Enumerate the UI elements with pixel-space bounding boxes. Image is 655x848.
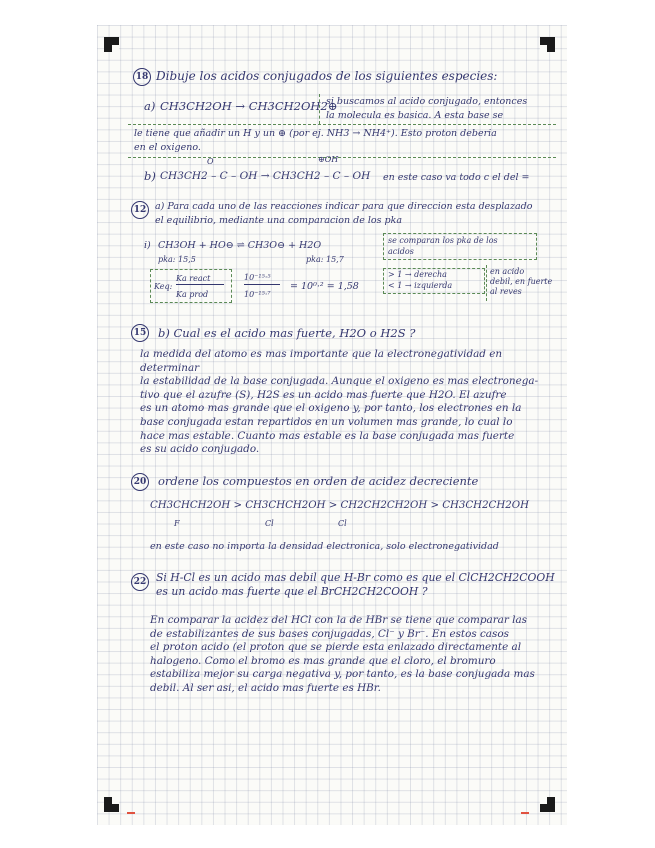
- corner-marker-top-left: [104, 37, 119, 52]
- q18-b-note: en este caso va todo c el del =: [383, 172, 530, 183]
- q18-b-equation: CH3CH2 – C – OH → CH3CH2 – C – OH: [160, 170, 371, 182]
- q18-dashed-line: [128, 157, 556, 158]
- corner-marker-bottom-left: [104, 797, 119, 812]
- q12-box-note: se comparan los pka de los acidos: [388, 236, 498, 256]
- q12-keq-frac-bottom: Ka prod: [176, 290, 209, 299]
- q12-eq-label: i): [144, 240, 151, 251]
- q20-chain: CH3CHCH2OH > CH3CHCH2OH > CH2CH2CH2OH > CH3CH2CH2OH: [150, 500, 529, 511]
- q18-a-continuation: le tiene que añadir un H y un ⊕ (por ej. NH3 → NH4⁺). Esto proton deberia en el oxigeno.: [134, 128, 497, 153]
- q20-substituent-2: Cl: [265, 519, 274, 528]
- q18-b-label: b): [144, 169, 156, 183]
- q15-question: b) Cual es el acido mas fuerte, H2O o H2S ?: [158, 326, 416, 340]
- q18-b-protonated-oh: ⊕OH: [318, 155, 339, 164]
- corner-marker-top-right: [540, 37, 555, 52]
- q12-frac-bar: [176, 284, 224, 285]
- q22-question: Si H-Cl es un acido mas debil que H-Br como es que el ClCH2CH2COOH es un acido mas fuerte que el BrCH2CH2COOH ?: [156, 571, 555, 598]
- q12-intro: a) Para cada uno de las reacciones indicar para que direccion esta desplazado el equilibrio, mediante una comparacion de los pka: [155, 201, 533, 226]
- q12-pka-left: pka: 15,5: [158, 255, 196, 264]
- q12-direction-note: > 1 → derecha < 1 → izquierda: [388, 270, 453, 290]
- q18-a-note: si buscamos al acido conjugado, entonces la molecula es basica. A esta base se: [326, 96, 528, 121]
- q12-keq-num-bottom: 10⁻¹⁵·⁷: [244, 290, 271, 299]
- q15-answer: la medida del atomo es mas importante que la electronegatividad en determinar la estabilidad de la base conjugada. Aunque el oxigeno es mas electronega- tivo que el azufre (S), H2S es un acido mas fuerte que H2O. El azufre es un atomo mas grande que el oxigeno y, por tanto, los electrones en la base conjugada estan repartidos en un volumen mas grande, lo cual lo hace mas estable. Cuanto mas estable es la base conjugada mas fuerte es su acido conjugado.: [140, 348, 539, 456]
- q18-a-equation: CH3CH2OH → CH3CH2OH2⊕: [160, 99, 338, 113]
- q20-question: ordene los compuestos en orden de acidez decreciente: [158, 474, 479, 488]
- q20-conclusion: en este caso no importa la densidad electronica, solo electronegatividad: [150, 541, 499, 552]
- q12-equation: CH3OH + HO⊖ ⇌ CH3O⊖ + H2O: [158, 240, 322, 251]
- q12-keq-frac-top: Ka react: [176, 274, 211, 283]
- q18-b-carbonyl-o: O: [207, 157, 214, 166]
- red-margin-tick: [127, 812, 135, 814]
- q22-answer: En comparar la acidez del HCl con la de HBr se tiene que comparar las de estabilizantes de sus bases conjugadas, Cl⁻ y Br⁻. En estos casos el proton acido (el proton que se pierde esta enlazado directamente al halogeno. Como el bromo es mas grande que el cloro, el bromuro estabiliza mejor su carga negativa y, por tanto, es la base conjugada mas debil. Al ser asi, el acido mas fuerte es HBr.: [150, 614, 535, 694]
- question-number-22: 22: [131, 573, 149, 591]
- red-margin-tick: [521, 812, 529, 814]
- question-number-20: 20: [131, 473, 149, 491]
- q18-dashed-line: [128, 124, 556, 125]
- q20-substituent-1: F: [174, 519, 180, 528]
- q12-keq-result: = 10⁰·² = 1,58: [290, 281, 359, 292]
- q12-keq-num-top: 10⁻¹⁵·⁵: [244, 273, 271, 282]
- question-number-12: 12: [131, 201, 149, 219]
- q12-pka-right: pka: 15,7: [306, 255, 344, 264]
- q12-side-note: en acido debil, en fuerte al reves: [490, 267, 553, 296]
- q18-title: Dibuje los acidos conjugados de los siguientes especies:: [156, 69, 498, 83]
- q18-a-label: a): [144, 99, 156, 113]
- corner-marker-bottom-right: [540, 797, 555, 812]
- question-number-15: 15: [131, 324, 149, 342]
- q12-frac-bar: [244, 284, 280, 285]
- q12-keq-label: Keq:: [154, 282, 173, 291]
- question-number-18: 18: [133, 68, 151, 86]
- q20-substituent-3: Cl: [338, 519, 347, 528]
